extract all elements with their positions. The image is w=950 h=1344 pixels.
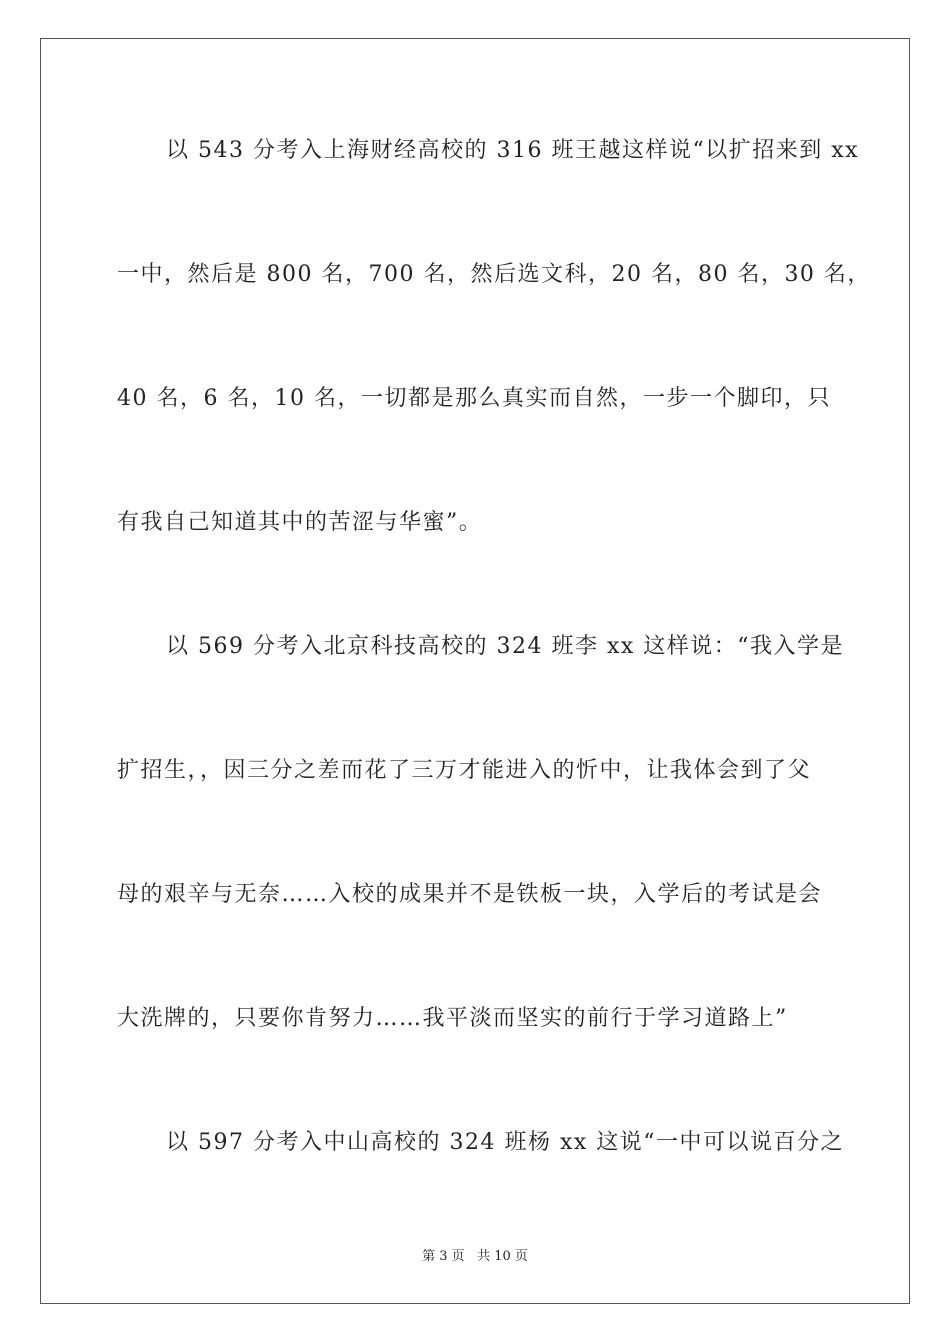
- page-border: [40, 38, 910, 1304]
- paragraph-line: 母的艰辛与无奈……入校的成果并不是铁板一块，入学后的考试是会: [117, 882, 823, 907]
- page-footer: [0, 1248, 950, 1266]
- paragraph-line: 有我自己知道其中的苦涩与华蜜”。: [117, 510, 483, 535]
- paragraph-line: 扩招生，，因三分之差而花了三万才能进入的忻中，让我体会到了父: [117, 758, 812, 783]
- paragraph-line: 以 543 分考入上海财经高校的 316 班王越这样说“以扩招来到 xx: [166, 138, 860, 163]
- paragraph-line: 以 569 分考入北京科技高校的 324 班李 xx 这样说：“我入学是: [166, 634, 845, 659]
- page-number: 第 3 页: [422, 1249, 465, 1264]
- paragraph-line: 大洗牌的，只要你肯努力……我平淡而坚实的前行于学习道路上”: [117, 1006, 788, 1031]
- paragraph-line: 40 名，6 名，10 名，一切都是那么真实而自然，一步一个脚印，只: [117, 386, 831, 411]
- page-total: 共 10 页: [477, 1249, 528, 1264]
- paragraph-line: 以 597 分考入中山高校的 324 班杨 xx 这说“一中可以说百分之: [166, 1130, 845, 1155]
- paragraph-line: 一中，然后是 800 名，700 名，然后选文科，20 名，80 名，30 名，: [117, 262, 871, 287]
